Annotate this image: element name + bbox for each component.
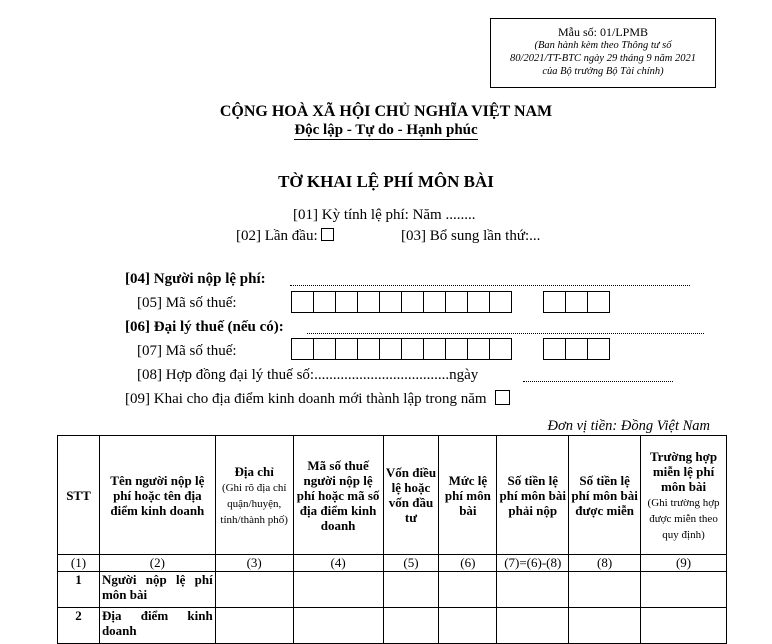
form-code-line1: (Ban hành kèm theo Thông tư số [534, 40, 672, 51]
contract-date-line[interactable] [523, 369, 673, 382]
col-header-capital: Vốn điều lệ hoặc vốn đầu tư [383, 436, 439, 555]
form-code-line2: 80/2021/TT-BTC ngày 29 tháng 9 năm 2021 [510, 53, 696, 64]
col-header-name: Tên người nộp lệ phí hoặc tên địa điểm kinh doanh [99, 436, 215, 555]
contract-label: [08] Hợp đồng đại lý thuế số: [137, 367, 315, 383]
declaration-table [57, 435, 727, 644]
agent-tax-code-boxes[interactable] [291, 338, 512, 360]
agent-tax-code-label: [07] Mã số thuế: [137, 343, 237, 359]
contract-date-label: ngày [449, 367, 479, 383]
tax-code-boxes[interactable] [291, 291, 512, 313]
contract-field [137, 366, 478, 384]
col-header-fee-payable: Số tiền lệ phí môn bài phải nộp [497, 436, 569, 555]
motto [0, 122, 772, 139]
table-row: 2 Địa điểm kinh doanh [58, 608, 727, 644]
agent-label: [06] Đại lý thuế (nếu có): [125, 319, 284, 335]
first-time-label: [02] Lần đầu: [236, 228, 318, 244]
first-time-field [236, 227, 334, 245]
nation-heading: CỘNG HOÀ XÃ HỘI CHỦ NGHĨA VIỆT NAM [219, 103, 553, 120]
form-code-line3: của Bộ trưởng Bộ Tài chính) [542, 66, 664, 77]
contract-number-dots[interactable]: .................................... [314, 367, 450, 383]
col-header-tax-code: Mã số thuế người nộp lệ phí hoặc mã số địa điểm kinh doanh [293, 436, 383, 555]
table-row: 1 Người nộp lệ phí môn bài [58, 572, 727, 608]
agent-input-line[interactable] [307, 321, 704, 334]
currency-unit: Đơn vị tiền: Đồng Việt Nam [547, 418, 710, 434]
column-number-row: (1) (2) (3) (4) (5) (6) (7)=(6)-(8) (8) (9) [58, 555, 727, 572]
col-header-fee-level: Mức lệ phí môn bài [439, 436, 497, 555]
col-header-address: Địa chỉ (Ghi rõ địa chỉ quận/huyện, tỉnh/thành phố) [215, 436, 293, 555]
col-header-stt: STT [58, 436, 100, 555]
new-location-checkbox[interactable] [495, 390, 510, 405]
col-header-exemption-case: Trường hợp miễn lệ phí môn bài (Ghi trường hợp được miễn theo quy định) [641, 436, 727, 555]
tax-code-label: [05] Mã số thuế: [137, 295, 237, 311]
form-code-label: Mẫu số: 01/LPMB [557, 25, 648, 39]
supplement-field: [03] Bổ sung lần thứ:... [401, 228, 541, 244]
new-location-label: [09] Khai cho địa điểm kinh doanh mới thành lập trong năm [125, 391, 487, 407]
first-time-checkbox[interactable] [321, 228, 334, 241]
payer-label: [04] Người nộp lệ phí: [125, 271, 266, 287]
page-title: TỜ KHAI LỆ PHÍ MÔN BÀI [278, 172, 494, 191]
table-header-row [58, 436, 727, 555]
motto-text: Độc lập - Tự do - Hạnh phúc [294, 122, 478, 138]
tax-code-suffix-boxes[interactable] [543, 291, 610, 313]
period-field: [01] Kỳ tính lệ phí: Năm ........ [293, 207, 476, 223]
new-location-field [125, 390, 510, 408]
agent-tax-code-suffix-boxes[interactable] [543, 338, 610, 360]
col-header-fee-exempt: Số tiền lệ phí môn bài được miễn [569, 436, 641, 555]
form-code-box [490, 18, 716, 88]
payer-input-line[interactable] [290, 273, 690, 286]
